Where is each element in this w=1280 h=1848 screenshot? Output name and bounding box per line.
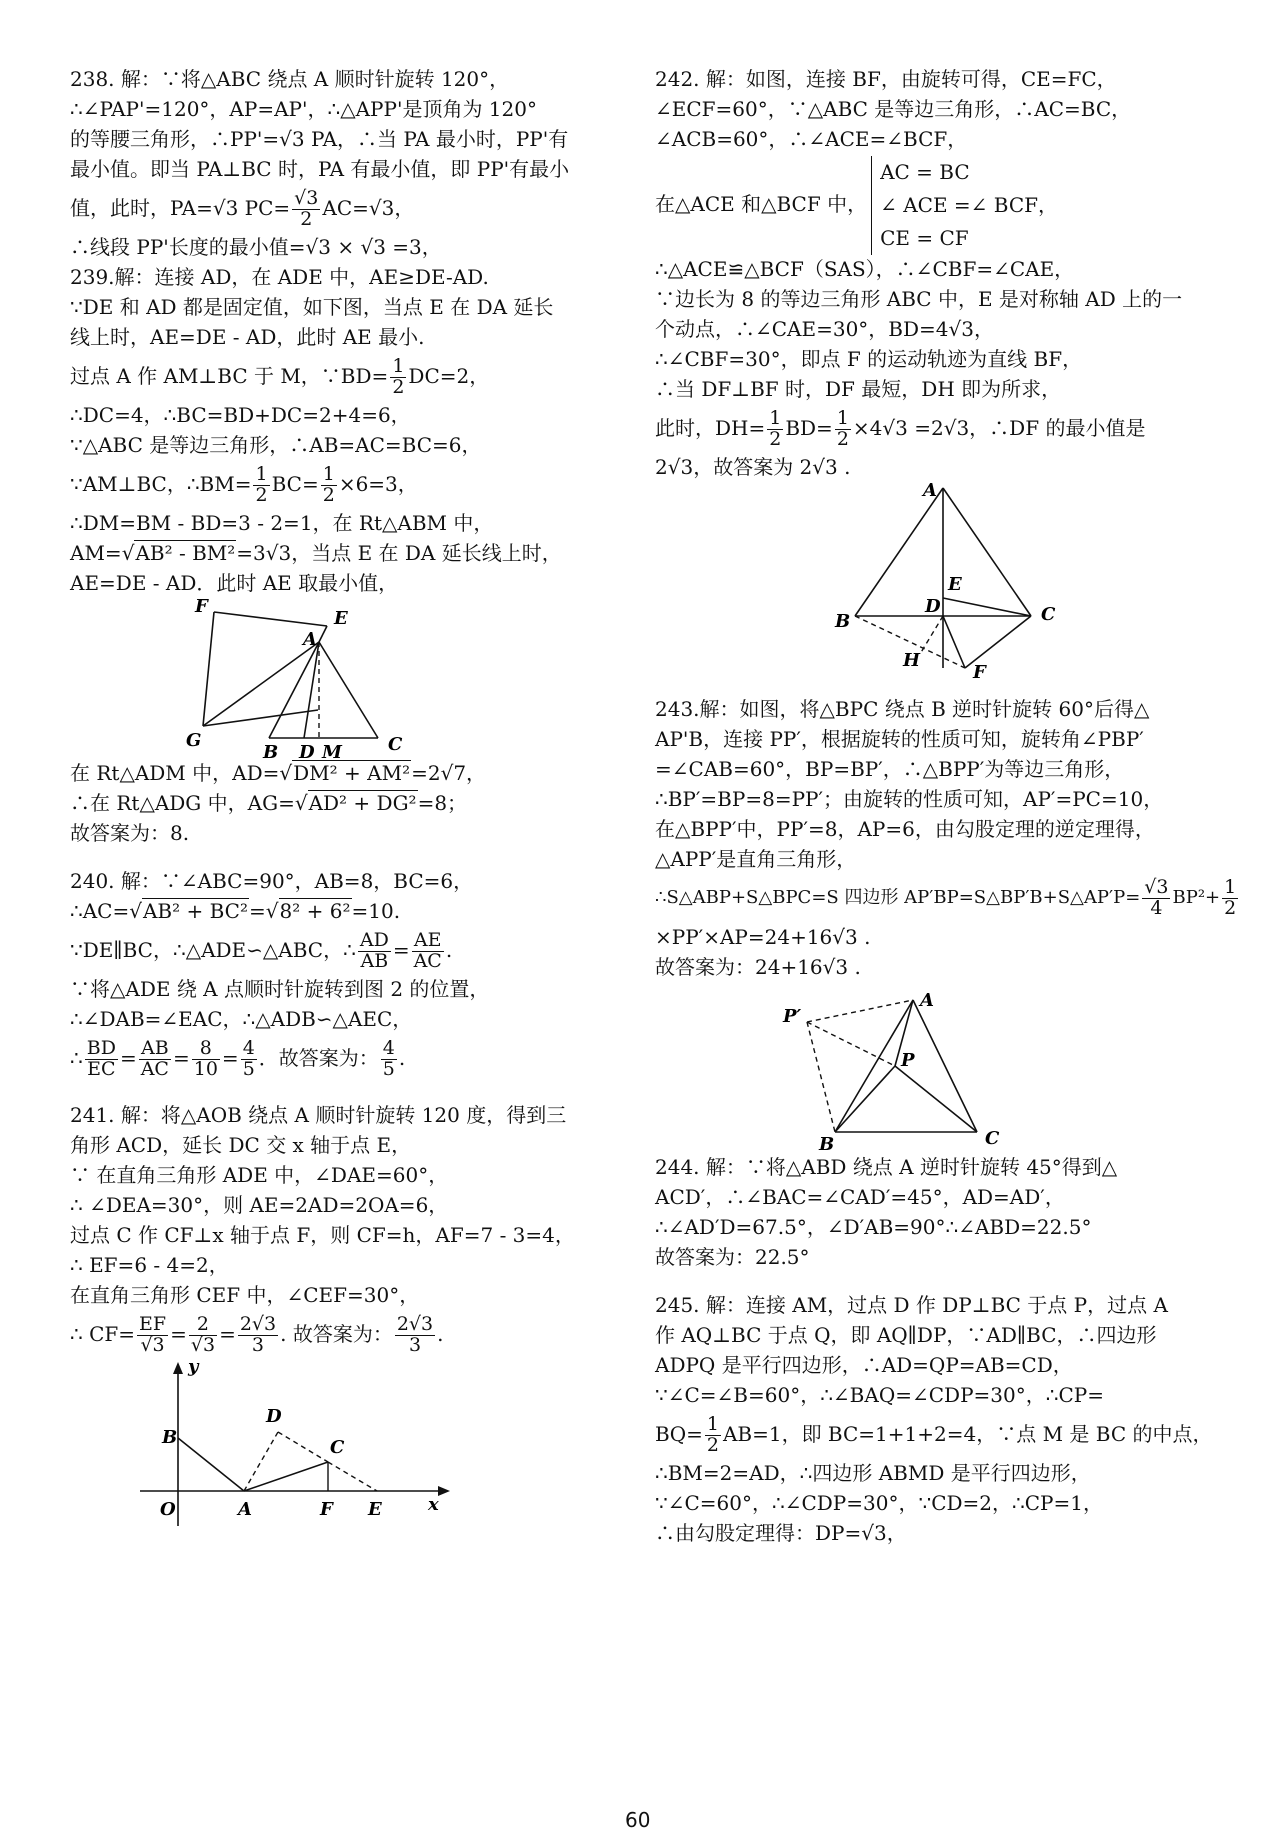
point-label-c: C bbox=[985, 1128, 1000, 1149]
solution-243-line: △APP′是直角三角形， bbox=[655, 847, 857, 871]
point-label-c: C bbox=[330, 1437, 345, 1458]
solution-244-line: ∴∠AD′D=67.5°，∠D′AB=90°∴∠ABD=22.5° bbox=[655, 1215, 1092, 1239]
point-label-c: C bbox=[1041, 604, 1056, 625]
solution-239-line: AM=√AB² - BM²=3√3，当点 E 在 DA 延长线上时， bbox=[70, 541, 562, 565]
solution-239-line: ∴DC=4，∴BC=BD+DC=2+4=6， bbox=[70, 403, 411, 427]
solution-243-line: AP'B，连接 PP′，根据旋转的性质可知，旋转角∠PBP′ bbox=[655, 727, 1144, 751]
solution-240-line: ∵DE∥BC，∴△ADE∽△ABC，∴ $\frac{AD}{AB}$ = $\frac{AE}{AC}$ . bbox=[70, 929, 453, 972]
point-label-g: G bbox=[186, 730, 202, 751]
point-label-p-prime: P′ bbox=[783, 1006, 802, 1027]
solution-244-line: ACD′，∴∠BAC=∠CAD′=45°，AD=AD′， bbox=[655, 1185, 1065, 1209]
solution-241-line: ∴ ∠DEA=30°，则 AE=2AD=2OA=6， bbox=[70, 1193, 449, 1217]
solution-239-line: ∴在 Rt△ADG 中，AG=√AD² + DG²=8； bbox=[70, 791, 468, 815]
point-label-b: B bbox=[263, 742, 279, 758]
point-label-d: D bbox=[266, 1406, 282, 1427]
figure-243 bbox=[655, 982, 1227, 1152]
point-label-a: A bbox=[238, 1499, 252, 1520]
solution-245-line: ∴BM=2=AD，∴四边形 ABMD 是平行四边形， bbox=[655, 1461, 1091, 1485]
point-label-b: B bbox=[162, 1427, 178, 1448]
point-label-h: H bbox=[903, 650, 921, 671]
point-label-f: F bbox=[973, 662, 986, 682]
solution-241-line: ∴ CF= $\frac{EF}{√3}$ = $\frac{2}{√3}$ = $\frac{2√3}{3}$ . 故答案为： $\frac{2√3}{3}$ . bbox=[70, 1313, 444, 1356]
solution-240-line: ∵将△ADE 绕 A 点顺时针旋转到图 2 的位置， bbox=[70, 977, 490, 1001]
solution-242-line: 此时，DH= $\frac{1}{2}$ BD= $\frac{1}{2}$ ×4√3 =2√3，∴DF 的最小值是 bbox=[655, 407, 1146, 450]
point-label-e: E bbox=[948, 574, 962, 595]
solution-239-line: 线上时，AE=DE - AD，此时 AE 最小. bbox=[70, 325, 425, 349]
page-number: 60 bbox=[625, 1808, 651, 1832]
point-label-e: E bbox=[334, 608, 348, 629]
left-column bbox=[70, 64, 630, 1528]
solution-238-line: ∴∠PAP'=120°，AP=AP'，∴△APP'是顶角为 120° bbox=[70, 97, 537, 121]
solution-238-line: 值，此时，PA=√3 PC= $\frac{√3}{2}$ AC=√3， bbox=[70, 187, 415, 230]
figure-241 bbox=[70, 1358, 630, 1528]
point-label-b: B bbox=[819, 1134, 835, 1152]
point-label-p: P bbox=[901, 1050, 915, 1071]
solution-238-line: ∴线段 PP'长度的最小值=√3 × √3 =3， bbox=[70, 235, 442, 259]
solution-242-line: ∴当 DF⊥BF 时，DF 最短，DH 即为所求， bbox=[655, 377, 1062, 401]
solution-243-line: ∴BP′=BP=8=PP′；由旋转的性质可知，AP′=PC=10， bbox=[655, 787, 1164, 811]
solution-243-line: =∠CAB=60°，BP=BP′，∴△BPP′为等边三角形， bbox=[655, 757, 1125, 781]
solution-243-line: ∴S△ABP+S△BPC=S 四边形 AP′BP=S△BP′B+S△AP′P= $\frac{√3}{4}$ BP²+ $\frac{1}{2}$ bbox=[655, 875, 1237, 919]
point-label-e: E bbox=[368, 1499, 382, 1520]
solution-242-line: 2√3，故答案为 2√3 . bbox=[655, 455, 851, 479]
solution-244-line: 故答案为：22.5° bbox=[655, 1245, 810, 1269]
point-label-a: A bbox=[920, 990, 934, 1011]
solution-241-line: 在直角三角形 CEF 中，∠CEF=30°， bbox=[70, 1283, 420, 1307]
solution-245-line: 245. 解：连接 AM，过点 D 作 DP⊥BC 于点 P，过点 A bbox=[655, 1293, 1168, 1317]
point-label-c: C bbox=[388, 734, 403, 755]
solution-239-line: ∴DM=BM - BD=3 - 2=1，在 Rt△ABM 中， bbox=[70, 511, 494, 535]
solution-244-line: 244. 解：∵将△ABD 绕点 A 逆时针旋转 45°得到△ bbox=[655, 1155, 1118, 1179]
solution-241-line: 角形 ACD，延长 DC 交 x 轴于点 E， bbox=[70, 1133, 412, 1157]
solution-245-line: 作 AQ⊥BC 于点 Q，即 AQ∥DP，∵AD∥BC，∴四边形 bbox=[655, 1323, 1157, 1347]
solution-242-line: ∠ECF=60°，∵△ABC 是等边三角形，∴AC=BC， bbox=[655, 97, 1132, 121]
solution-240-line: ∴AC=√AB² + BC²=√8² + 6²=10. bbox=[70, 899, 401, 923]
figure-242 bbox=[655, 482, 1227, 682]
point-label-m: M bbox=[322, 742, 342, 758]
solution-239-line: 过点 A 作 AM⊥BC 于 M，∵BD= $\frac{1}{2}$ DC=2， bbox=[70, 355, 490, 398]
solution-238-line: 最小值。即当 PA⊥BC 时，PA 有最小值，即 PP'有最小 bbox=[70, 157, 570, 181]
solution-242-line: ∠ACB=60°，∴∠ACE=∠BCF， bbox=[655, 127, 968, 151]
solution-245-line: BQ= $\frac{1}{2}$ AB=1，即 BC=1+1+2=4，∵点 M 是 BC 的中点， bbox=[655, 1413, 1213, 1456]
point-label-o: O bbox=[160, 1499, 176, 1520]
solution-241-line: 241. 解：将△AOB 绕点 A 顺时针旋转 120 度，得到三 bbox=[70, 1103, 567, 1127]
solution-242-system: 在△ACE 和△BCF 中， AC = BC ∠ ACE =∠ BCF， CE = CF bbox=[655, 154, 1227, 254]
solution-239-line: ∵△ABC 是等边三角形，∴AB=AC=BC=6， bbox=[70, 433, 482, 457]
point-label-f: F bbox=[320, 1499, 333, 1520]
solution-241-line: 过点 C 作 CF⊥x 轴于点 F，则 CF=h，AF=7 - 3=4， bbox=[70, 1223, 575, 1247]
point-label-a: A bbox=[923, 482, 937, 501]
solution-242-line: 个动点，∴∠CAE=30°，BD=4√3， bbox=[655, 317, 994, 341]
solution-239-line: 在 Rt△ADM 中，AD=√DM² + AM²=2√7， bbox=[70, 761, 487, 785]
axis-label-x: x bbox=[428, 1494, 439, 1515]
point-label-b: B bbox=[835, 611, 851, 632]
solution-242-line: ∵边长为 8 的等边三角形 ABC 中，E 是对称轴 AD 上的一 bbox=[655, 287, 1183, 311]
right-column bbox=[655, 64, 1237, 1548]
point-label-d: D bbox=[299, 742, 315, 758]
solution-242-line: 242. 解：如图，连接 BF，由旋转可得，CE=FC， bbox=[655, 67, 1117, 91]
axis-label-y: y bbox=[188, 1358, 199, 1377]
solution-238-line: 的等腰三角形，∴PP'=√3 PA，∴当 PA 最小时，PP'有 bbox=[70, 127, 569, 151]
solution-243-line: 故答案为：24+16√3 . bbox=[655, 955, 861, 979]
solution-240-line: ∴∠DAB=∠EAC，∴△ADB∽△AEC， bbox=[70, 1007, 413, 1031]
solution-241-line: ∴ EF=6 - 4=2， bbox=[70, 1253, 229, 1277]
solution-240-line: ∴ $\frac{BD}{EC}$ = $\frac{AB}{AC}$ = $\frac{8}{10}$ = $\frac{4}{5}$ ．故答案为： $\frac{4}{5}$ . bbox=[70, 1037, 406, 1080]
solution-239-line: ∵AM⊥BC，∴BM= $\frac{1}{2}$ BC= $\frac{1}{2}$ ×6=3， bbox=[70, 463, 418, 506]
solution-241-line: ∵ 在直角三角形 ADE 中，∠DAE=60°， bbox=[70, 1163, 449, 1187]
solution-239-line: AE=DE - AD．此时 AE 取最小值， bbox=[70, 571, 399, 595]
solution-240-line: 240. 解：∵∠ABC=90°，AB=8，BC=6， bbox=[70, 869, 474, 893]
solution-245-line: ∴由勾股定理得：DP=√3， bbox=[655, 1521, 907, 1545]
point-label-a: A bbox=[303, 629, 317, 650]
solution-243-line: ×PP′×AP=24+16√3 . bbox=[655, 925, 871, 949]
fraction: $\frac{1}{2}$ bbox=[255, 463, 268, 506]
solution-239-line: 239.解：连接 AD，在 ADE 中，AE≥DE-AD. bbox=[70, 265, 489, 289]
solution-239-line: ∵DE 和 AD 都是固定值，如下图，当点 E 在 DA 延长 bbox=[70, 295, 554, 319]
point-label-d: D bbox=[925, 596, 941, 617]
fraction: $\frac{1}{2}$ bbox=[322, 463, 335, 506]
solution-239-line: 故答案为：8. bbox=[70, 821, 190, 845]
equation-system: AC = BC ∠ ACE =∠ BCF， CE = CF bbox=[871, 156, 1058, 255]
solution-242-line: ∴∠CBF=30°，即点 F 的运动轨迹为直线 BF， bbox=[655, 347, 1083, 371]
solution-245-line: ADPQ 是平行四边形，∴AD=QP=AB=CD， bbox=[655, 1353, 1073, 1377]
solution-238-line: 238. 解：∵将△ABC 绕点 A 顺时针旋转 120°， bbox=[70, 67, 510, 91]
solution-245-line: ∵∠C=∠B=60°，∴∠BAQ=∠CDP=30°，∴CP= bbox=[655, 1383, 1104, 1407]
fraction: $\frac{√3}{2}$ bbox=[294, 187, 319, 230]
solution-243-line: 在△BPP′中，PP′=8，AP=6，由勾股定理的逆定理得， bbox=[655, 817, 1155, 841]
solution-243-line: 243.解：如图，将△BPC 绕点 B 逆时针旋转 60°后得△ bbox=[655, 697, 1150, 721]
solution-242-line: ∴△ACE≌△BCF（SAS），∴∠CBF=∠CAE， bbox=[655, 257, 1075, 281]
solution-245-line: ∵∠C=60°，∴∠CDP=30°，∵CD=2，∴CP=1， bbox=[655, 1491, 1103, 1515]
fraction: $\frac{1}{2}$ bbox=[392, 355, 405, 398]
figure-239 bbox=[70, 598, 630, 758]
point-label-f: F bbox=[195, 598, 208, 617]
